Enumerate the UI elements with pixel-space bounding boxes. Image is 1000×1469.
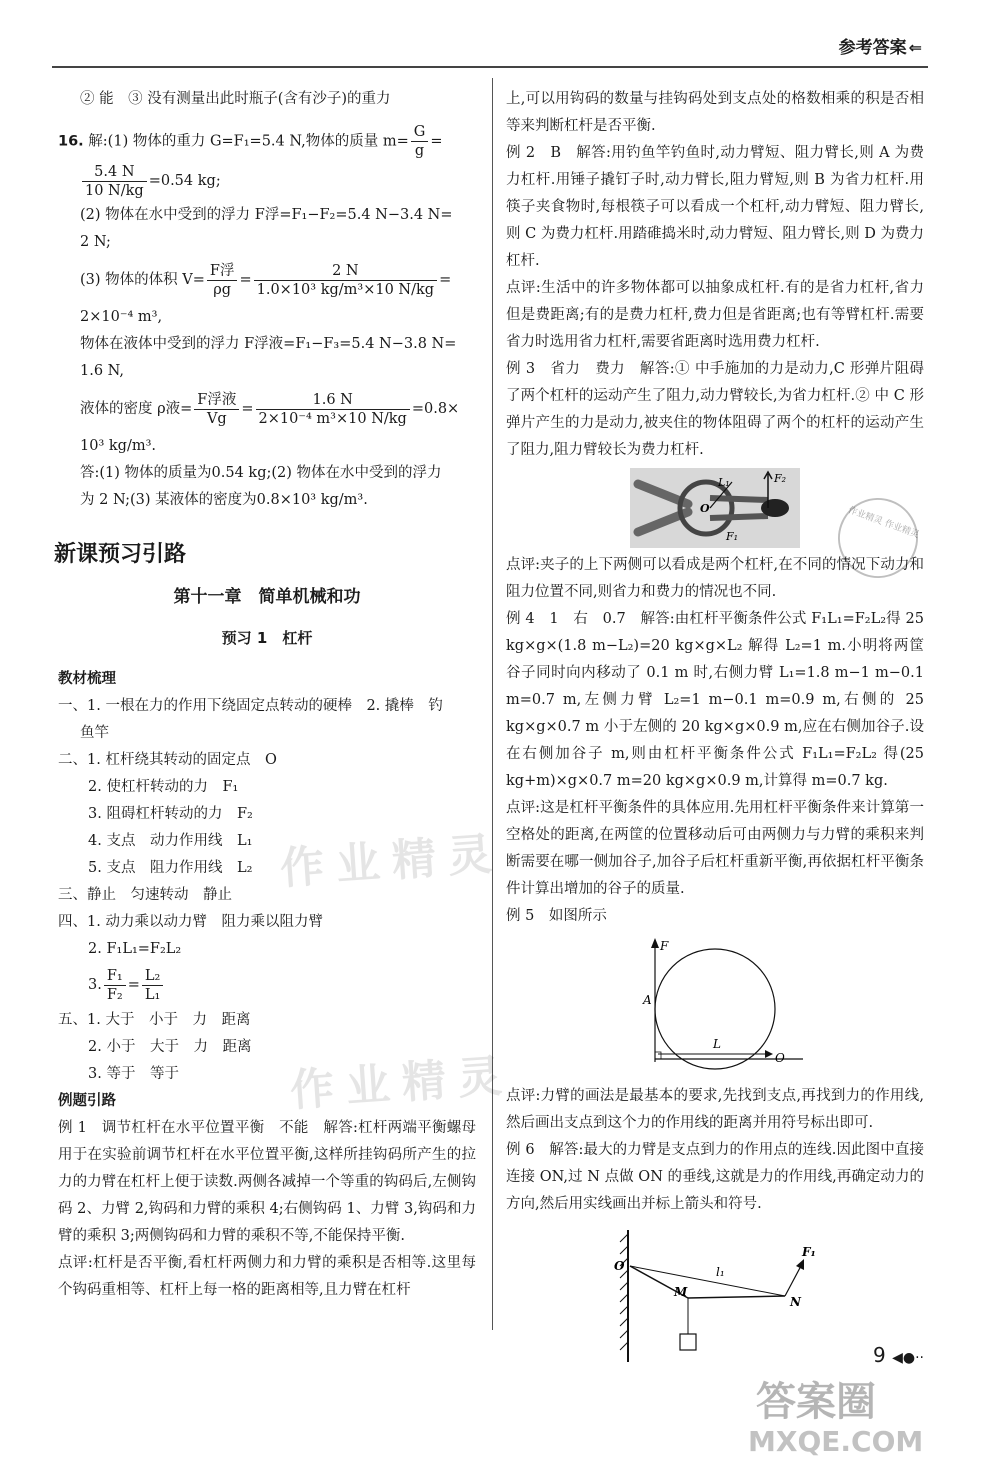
label-l1: l₁ [716, 1265, 725, 1279]
q16-line: 10³ kg/m³. [80, 438, 156, 454]
q16-line: 为 2 N;(3) 某液体的密度为0.8×10³ kg/m³. [80, 492, 368, 508]
fraction: $\frac{G}{g}$ [411, 123, 429, 160]
example-paragraph: 例 3 省力 费力 解答:① 中手施加的力是动力,C 形弹片阻碍了两个杠杆的运动产生了阻力,动力臂较长,为省力杠杆.② 中 C 形弹片产生的力是动力,被夹住的物体阻碍了两个的杠杆的运动产生了阻力,阻力臂较长为费力杠杆. [506, 361, 924, 458]
comment-paragraph: 点评:杠杆是否平衡,看杠杆两侧力和力臂的乘积是否相等.这里每个钩码重相等、杠杆上每一格的距离相等,且力臂在杠杆 [58, 1255, 476, 1298]
watermark: 作业精灵 [278, 828, 506, 895]
q16-line: 答:(1) 物体的质量为0.54 kg;(2) 物体在水中受到的浮力 [80, 465, 442, 481]
item-line: 4. 支点 动力作用线 L₁ [88, 833, 253, 849]
comment-paragraph: 点评:生活中的许多物体都可以抽象成杠杆.有的是省力杠杆,省力但是费距离;有的是费力杠杆,费力但是省距离;也有等臂杠杆.需要省力时选用省力杠杆,需要省距离时选用费力杠杆. [506, 280, 924, 350]
label-o: O [614, 1259, 625, 1273]
item-line: 5. 支点 阻力作用线 L₂ [88, 860, 253, 876]
stamp-watermark: 作业精灵 作业精灵 [827, 487, 930, 590]
arm-l1 [630, 1266, 785, 1296]
chapter-title: 第十一章 简单机械和功 [173, 587, 361, 607]
item-line: 2. 使杠杆转动的力 F₁ [88, 779, 239, 795]
example-paragraph: 例 1 调节杠杆在水平位置平衡 不能 解答:杠杆两端平衡螺母用于在实验前调节杠杆在水平位置平衡,这样所挂钩码所产生的拉力的力臂在杠杆上便于读数.两侧各减掉一个等重的钩码后,左侧钩码 2、力臂 2,钩码和力臂的乘积 4;右侧钩码 1、力臂 3,钩码和力臂的乘积 3;两侧钩码和力臂的乘积不等,不能保持平衡. [58, 1120, 476, 1244]
wall-hatching [620, 1234, 628, 1350]
arrow-head [651, 938, 659, 948]
left-column [54, 86, 476, 1304]
item-line: 鱼竿 [80, 725, 109, 741]
wheel [655, 949, 775, 1069]
weight-box [680, 1334, 696, 1350]
item-line: 2. 小于 大于 力 距离 [88, 1039, 252, 1055]
label-l: L [713, 1037, 721, 1051]
q16-line: $\frac{5.4 N}{10 N/kg}$ =0.54 kg; [58, 160, 476, 202]
subsection-heading: 例题引路 [58, 1093, 116, 1109]
rod-mn [688, 1296, 785, 1298]
page-number: 9 ◀●·· [873, 1343, 924, 1367]
label-o: O [700, 502, 710, 515]
watermark: 作业精灵 [288, 1050, 516, 1117]
subsection-heading: 教材梳理 [58, 671, 116, 687]
item-line: 一、1. 一根在力的作用下绕固定点转动的硬棒 2. 撬棒 钓 [58, 698, 443, 714]
item-line: 二、1. 杠杆绕其转动的固定点 O [58, 752, 277, 768]
comment-paragraph: 点评:这是杠杆平衡条件的具体应用.先用杠杆平衡条件来计算第一空格处的距离,在两筐的位置移动后可由两侧力与力臂的乘积来判断需要在哪一侧加谷子,加谷子后杠杆重新平衡,再依据杠杆平衡条件计算出增加的谷子的质量. [506, 800, 924, 897]
item-line: 3. 阻碍杠杆转动的力 F₂ [88, 806, 253, 822]
paragraph: 上,可以用钩码的数量与挂钩码处到支点处的格数相乘的积是否相等来判断杠杆是否平衡. [506, 91, 924, 134]
item-line: 三、静止 匀速转动 静止 [58, 887, 232, 903]
label-a: A [643, 993, 652, 1007]
item-line: 3. $\frac{\text{F₁}}{\text{F₂}}$ = $\frac{\text{L₂}}{\text{L₁}}$ [58, 963, 476, 1007]
example-paragraph: 例 6 解答:最大的力臂是支点到力的作用点的连线.因此图中直接连接 ON,过 N 点做 ON 的垂线,这就是力的作用线,再确定动力的方向,然后用实线画出并标上箭头和符号. [506, 1142, 924, 1212]
comment-paragraph: 点评:力臂的画法是最基本的要求,先找到支点,再找到力的作用线,然后画出支点到这个力的作用线的距离并用符号标出即可. [506, 1088, 924, 1131]
wall-lever-figure [600, 1226, 830, 1366]
label-m: M [674, 1285, 688, 1299]
q16-line: 物体在液体中受到的浮力 F浮液=F₁−F₃=5.4 N−3.8 N= [80, 336, 457, 352]
force-f1 [785, 1264, 802, 1296]
column-divider [492, 78, 493, 1330]
item-line: 五、1. 大于 小于 力 距离 [58, 1012, 251, 1028]
item-line: 2. F₁L₁=F₂L₂ [88, 941, 182, 957]
site-logo: 答案圈 [756, 1379, 876, 1425]
label-f1: F₁ [802, 1245, 816, 1259]
example-paragraph: 例 2 B 解答:用钓鱼竿钓鱼时,动力臂短、阻力臂长,则 A 为费力杠杆.用锤子撬钉子时,动力臂长,阻力臂短,则 B 为省力杠杆.用筷子夹食物时,每根筷子可以看成一个杠杆,动力臂短、阻力臂长,则 C 为费力杠杆.用踏碓捣米时,动力臂短、阻力臂长,则 D 为费力杠杆. [506, 145, 924, 269]
label-l1: L₁ [718, 476, 730, 489]
clamped-object [761, 499, 789, 517]
right-column [506, 86, 924, 1370]
subchapter-title: 预习 1 杠杆 [221, 629, 313, 647]
q16-line: 2 N; [80, 234, 111, 250]
right-angle-mark [655, 1052, 661, 1059]
header-title: 参考答案 ⇐ [838, 38, 922, 58]
header-rule [52, 66, 928, 68]
label-o: O [775, 1051, 785, 1065]
section-title: 新课预习引路 [54, 542, 187, 567]
arrow-head [765, 1050, 773, 1058]
answer-line: ② 能 ③ 没有测量出此时瓶子(含有沙子)的重力 [80, 91, 391, 107]
q16-line: 16. 解:(1) 物体的重力 G=F₁=5.4 N,物体的质量 m= $\frac{G}{g}$ = [58, 124, 443, 159]
q16-line: 2×10⁻⁴ m³, [80, 309, 163, 325]
fraction: $\frac{5.4 N}{10 N/kg}$ [82, 163, 147, 200]
example-paragraph: 例 5 如图所示 [506, 908, 607, 924]
q16-line: (2) 物体在水中受到的浮力 F浮=F₁−F₂=5.4 N−3.4 N= [80, 207, 453, 223]
q16-line: 液体的密度 ρ液= $\frac{\text{F浮液}}{Vg}$ = $\frac{1.6 N}{\text{2×10⁻⁴ m³×10 N/kg}}$ =0.8× [80, 391, 460, 427]
q16-line: 1.6 N, [80, 363, 125, 379]
label-f1: F₁ [726, 530, 739, 543]
circle-force-figure [625, 934, 805, 1079]
q16-line: (3) 物体的体积 V= $\frac{\text{F浮}}{\rho g}$ = $\frac{2 N}{\text{1.0×10³ kg/m³×10 N/kg}}$ = [80, 262, 452, 298]
item-line: 四、1. 动力乘以动力臂 阻力乘以阻力臂 [58, 914, 323, 930]
label-f2: F₂ [774, 472, 787, 485]
site-url: MXQE.COM [748, 1425, 924, 1458]
item-line: 3. 等于 等于 [88, 1066, 179, 1082]
label-n: N [790, 1295, 801, 1309]
label-f: F [660, 939, 669, 953]
comment-paragraph: 点评:夹子的上下两侧可以看成是两个杠杆,在不同的情况下动力和阻力位置不同,则省力和费力的情况也不同. [506, 557, 924, 600]
clip-lever-figure [630, 468, 800, 548]
example-paragraph: 例 4 1 右 0.7 解答:由杠杆平衡条件公式 F₁L₁=F₂L₂得 25 kg×g×(1.8 m−L₂)=20 kg×g×L₂ 解得 L₂=1 m.小明将两筐谷子同时向内移动了 0.1 m 时,右侧力臂 L₁=1.8 m−1 m−0.1 m=0.7 m,左侧力臂 L₂=1 m−0.1 m=0.9 m,右侧的 25 kg×g×0.7 m 小于左侧的 20 kg×g×0.9 m,应在右侧加谷子.设在右侧加谷子 m,则由杠杆平衡条件公式 F₁L₁=F₂L₂ 得(25 kg+m)×g×0.7 m=20 kg×g×0.9 m,计算得 m=0.7 kg. [506, 611, 924, 789]
